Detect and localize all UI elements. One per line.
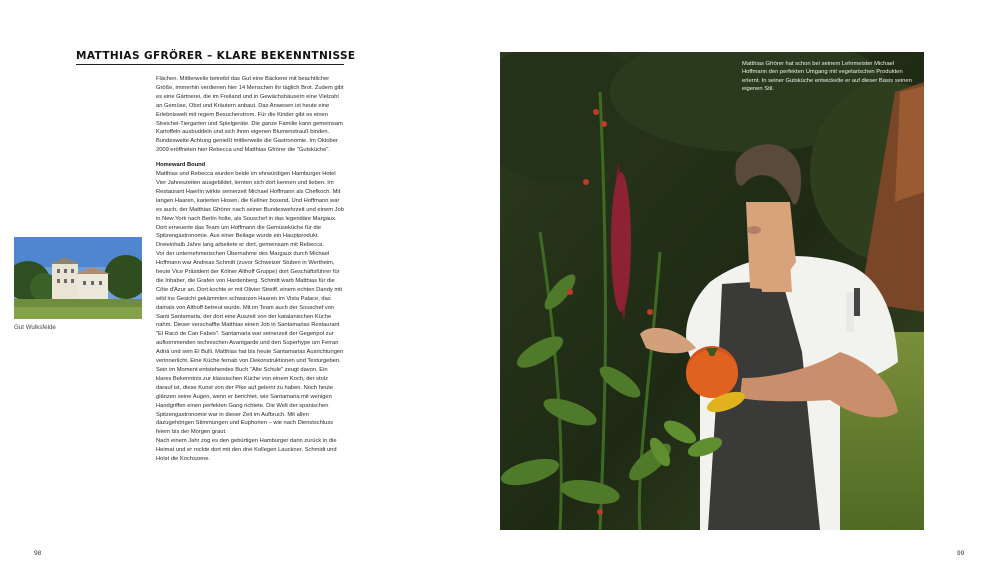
estate-photo-caption: Gut Wulksfelde xyxy=(14,324,56,331)
article-body xyxy=(156,75,344,464)
estate-photo xyxy=(14,237,142,319)
chef-photo xyxy=(500,52,924,530)
article-title: MATTHIAS GFRÖRER – KLARE BEKENNTNISSE xyxy=(76,50,356,62)
article-subheading: Homeward Bound xyxy=(156,162,206,169)
page-number-right: 99 xyxy=(957,550,965,557)
article-paragraph: Vor der unternehmerischen Übernahme des Margaux durch Michael Hoffmann war Andreas Schmitt (zuvor Schweizer Stuben in Wertheim, heute Vice Präsident der Kölner Althoff Gruppe) dort Geschäftsführer für die Inhaber, die Grafen von Hardenberg. Schmitt warb Matthias für die Côte d'Azur an. Dort kochte er mit Olivier Streiff, einem echten Dandy mit wild ins Gesicht gekämmten schwarzen Haaren im Vista Palace, das damals von Althoff betreut wurde. Mit im Team auch der Souschef von Santi Santamaria, der dort eine Auszeit von der katalanischen Küche nahm. Dieser verschaffte Matthias einen Job in Santamarias Restaurant "El Racó de Can Fabes". Santamaria war seinerzeit der Gegenpol zur aufkommenden technischen Avantgarde und den Superhype um Ferran Adrià und sein El Bulli. Matthias hat bis heute Santamarias Ausrichtungen verinnerlicht. Eine Küche fernab von Dekonstruktionen und Texturgeben. Sein im Moment entstehendes Buch "Alte Schule" zeugt davon. Ein klares Bekenntnis zur klassischen Küche von einem Koch, der stolz darauf ist, diese Kunst von der Pike auf gelernt zu haben. Noch heute glänzen seine Augen, wenn er berichtet, wie Santamaria mit wenigen Handgriffen einen perfekten Gang richtete. Die Welt der spanischen Spitzengastronomie war in dieser Zeit im Aufbruch. Mit allen dazugehörigen Stimmungen und Euphorien – wie nach Dienstschluss feiern bis der Morgen graut. xyxy=(156,251,344,436)
article-paragraph: Nach einem Jahr zog es den gebürtigen Hamburger dann zurück in die Heimat und er rockte dort mit den drei Kollegen Lauckner, Schmidt und Holst die Kochszene. xyxy=(156,438,337,463)
article-paragraph: Matthias und Rebecca wurden beide im ehrwürdigen Hamburger Hotel Vier Jahreszeiten ausgebildet, lernten sich dort kennen und lieben. Im Restaurant Haerlin wirkte seinerzeit Michael Hoffmann als Chefkoch. Mit langen Haaren, karierten Hosen, die Kellner boxend. Und Hoffmann war es auch, der Matthias Gfrörer nach seiner Bundeswehrzeit und einem Job in New York nach Berlin holte, als Souschef in das legendäre Margaux. Dort erneuerte das Team um Hoffmann die Gemüseküche für die Spitzengastronomie. Aus einer Beilage wurde ein Hauptprodukt. Dreieinhalb Jahre lang arbeitete er dort, gemeinsam mit Rebecca. xyxy=(156,171,344,249)
article-paragraph: Flächen. Mittlerweile betreibt das Gut eine Bäckerei mit beachtlicher Größe, immerhin verdienen hier 14 Menschen ihr täglich Brot. Zudem gibt es eine Gärtnerei, die im Freiland und in Gewächshäusern eine Vielzahl an Gemüse, Obst und Kräutern anbaut. Das Anwesen ist heute eine Erlebniswelt mit regem Besucherstrom. Für die Kinder gibt es einen Streichel-Tiergarten und Spielgeräte. Die ganze Familie kann gemeinsam Kartoffeln ausbuddeln und sich ihren eigenen Blumenstrauß binden. Bundesweite Achtung genießt mittlerweile die Gastronomie. Im Oktober 2009 eröffneten hier Rebecca und Matthias Gfrörer die "Gutsküche". xyxy=(156,76,344,154)
title-rule xyxy=(76,64,344,65)
chef-photo-caption: Matthias Gfrörer hat schon bei seinem Lehrmeister Michael Hoffmann den perfekten Umgang mit vegetarischen Produkten erlernt. In seiner Gutsküche entwickelte er auf dieser Basis seinen eigenen Stil. xyxy=(742,61,912,93)
page-number-left: 98 xyxy=(34,550,42,557)
